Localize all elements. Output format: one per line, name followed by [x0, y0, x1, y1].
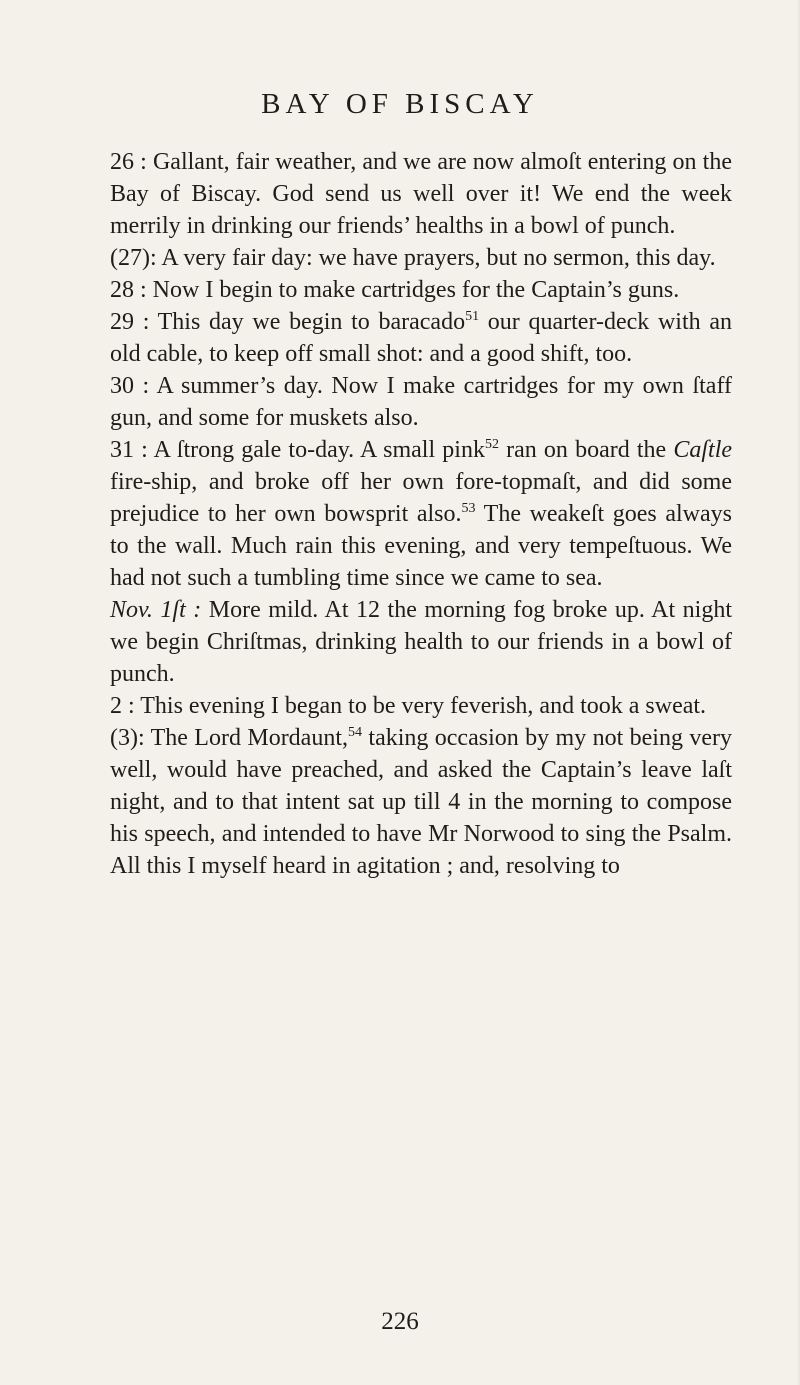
- paragraph: [110, 690, 732, 722]
- text-run: 30 : A summer’s day. Now I make cartridges for my own ſtaff gun, and some for muskets also.: [110, 373, 732, 431]
- text-run: our quarter-deck with an old cable, to keep off small shot: and a good shift, too.: [110, 309, 732, 367]
- text-run: (27): A very fair day: we have prayers, but no sermon, this day.: [110, 245, 716, 271]
- footnote-ref: 51: [465, 309, 480, 324]
- paragraph: [110, 274, 732, 306]
- text-run: 28 : Now I begin to make cartridges for the Captain’s guns.: [110, 277, 680, 303]
- paragraph: [110, 146, 732, 242]
- paragraph: [110, 722, 732, 882]
- running-head: BAY OF BISCAY: [261, 88, 539, 120]
- body-text: [110, 146, 732, 882]
- paragraph: [110, 594, 732, 690]
- text-run: More mild. At 12 the morning fog broke up. At night we begin Chriſtmas, drinking health to our friends in a bowl of punch.: [110, 597, 732, 687]
- text-run: The weakeſt goes always to the wall. Much rain this evening, and very tempeſtuous. We had not such a tumbling time since we came to sea.: [110, 501, 732, 591]
- paragraph: [110, 434, 732, 594]
- text-run: fire-ship, and broke off her own fore-topmaſt, and did some prejudice to her own bowsprit also.: [110, 469, 732, 527]
- paragraph: [110, 306, 732, 370]
- footnote-ref: 52: [484, 437, 499, 452]
- text-run: taking occasion by my not being very well, would have preached, and asked the Captain’s leave laſt night, and to that intent sat up till 4 in the morning to compose his speech, and intended to have Mr Norwood to sing the Psalm. All this I myself heard in agitation ; and, resolving to: [110, 725, 732, 879]
- italic-text: Caſtle: [673, 437, 733, 463]
- text-run: 29 : This day we begin to baracado: [110, 309, 466, 335]
- footnote-ref: 54: [348, 725, 363, 740]
- paragraph: [110, 242, 732, 274]
- text-run: ran on board the: [498, 437, 674, 463]
- text-run: (3): The Lord Mordaunt,: [110, 725, 349, 751]
- text-run: 26 : Gallant, fair weather, and we are now almoſt entering on the Bay of Biscay. God send us well over it! We end the week merrily in drinking our friends’ healths in a bowl of punch.: [110, 149, 732, 239]
- paragraph: [110, 370, 732, 434]
- text-run: 31 : A ſtrong gale to-day. A small pink: [110, 437, 485, 463]
- text-run: 2 : This evening I began to be very feverish, and took a sweat.: [110, 693, 707, 719]
- page-edge-shadow: [796, 0, 800, 1385]
- italic-text: Nov. 1ſt :: [110, 597, 202, 623]
- footnote-ref: 53: [461, 501, 476, 516]
- page-number: 226: [381, 1308, 419, 1335]
